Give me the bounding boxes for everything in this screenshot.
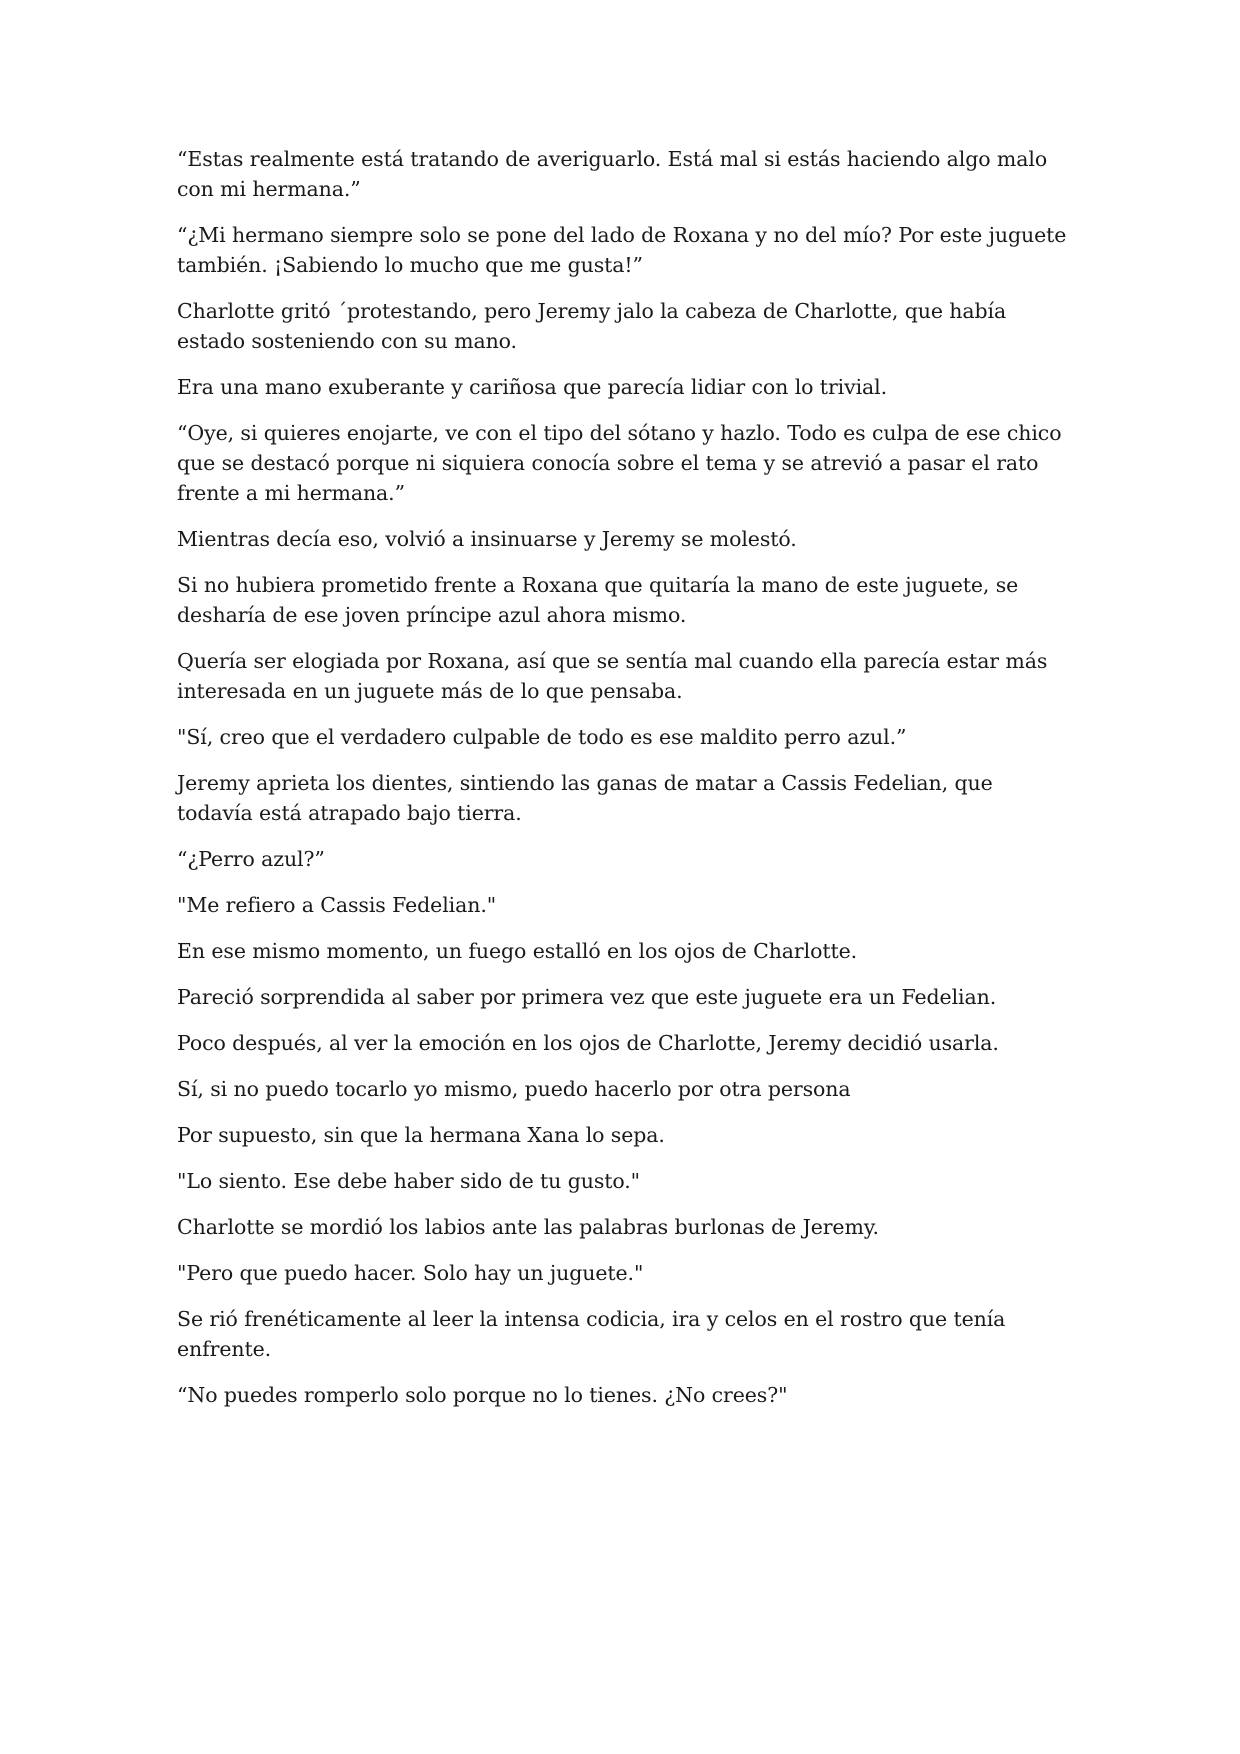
- paragraph: Se rió frenéticamente al leer la intensa codicia, ira y celos en el rostro que tenía enfrente.: [177, 1307, 1006, 1361]
- paragraph: Poco después, al ver la emoción en los ojos de Charlotte, Jeremy decidió usarla.: [177, 1031, 999, 1055]
- paragraph: "Me refiero a Cassis Fedelian.": [177, 893, 497, 917]
- paragraph: Mientras decía eso, volvió a insinuarse y Jeremy se molestó.: [177, 527, 797, 551]
- paragraph: Por supuesto, sin que la hermana Xana lo sepa.: [177, 1123, 665, 1147]
- paragraph: Sí, si no puedo tocarlo yo mismo, puedo hacerlo por otra persona: [177, 1077, 851, 1101]
- paragraph: "Pero que puedo hacer. Solo hay un juguete.": [177, 1261, 644, 1285]
- paragraph: "Sí, creo que el verdadero culpable de todo es ese maldito perro azul.”: [177, 725, 907, 749]
- paragraph: “Estas realmente está tratando de averiguarlo. Está mal si estás haciendo algo malo con mi hermana.”: [177, 147, 1048, 201]
- paragraph: Charlotte gritó ´protestando, pero Jeremy jalo la cabeza de Charlotte, que había estado sosteniendo con su mano.: [177, 299, 1007, 353]
- paragraph: “¿Perro azul?”: [177, 847, 325, 871]
- paragraph: Era una mano exuberante y cariñosa que parecía lidiar con lo trivial.: [177, 375, 888, 399]
- paragraph: “No puedes romperlo solo porque no lo tienes. ¿No crees?": [177, 1383, 788, 1407]
- paragraph: “Oye, si quieres enojarte, ve con el tipo del sótano y hazlo. Todo es culpa de ese chico que se destacó porque ni siquiera conocía sobre el tema y se atrevió a pasar el rato frente a mi hermana.”: [177, 421, 1062, 505]
- document-body: [177, 144, 1067, 1426]
- paragraph: Si no hubiera prometido frente a Roxana que quitaría la mano de este juguete, se desharía de ese joven príncipe azul ahora mismo.: [177, 573, 1019, 627]
- paragraph: En ese mismo momento, un fuego estalló en los ojos de Charlotte.: [177, 939, 858, 963]
- paragraph: Pareció sorprendida al saber por primera vez que este juguete era un Fedelian.: [177, 985, 997, 1009]
- paragraph: "Lo siento. Ese debe haber sido de tu gusto.": [177, 1169, 641, 1193]
- paragraph: “¿Mi hermano siempre solo se pone del lado de Roxana y no del mío? Por este juguete también. ¡Sabiendo lo mucho que me gusta!”: [177, 223, 1067, 277]
- paragraph: Jeremy aprieta los dientes, sintiendo las ganas de matar a Cassis Fedelian, que todavía está atrapado bajo tierra.: [177, 771, 993, 825]
- paragraph: Quería ser elogiada por Roxana, así que se sentía mal cuando ella parecía estar más interesada en un juguete más de lo que pensaba.: [177, 649, 1048, 703]
- paragraph: Charlotte se mordió los labios ante las palabras burlonas de Jeremy.: [177, 1215, 879, 1239]
